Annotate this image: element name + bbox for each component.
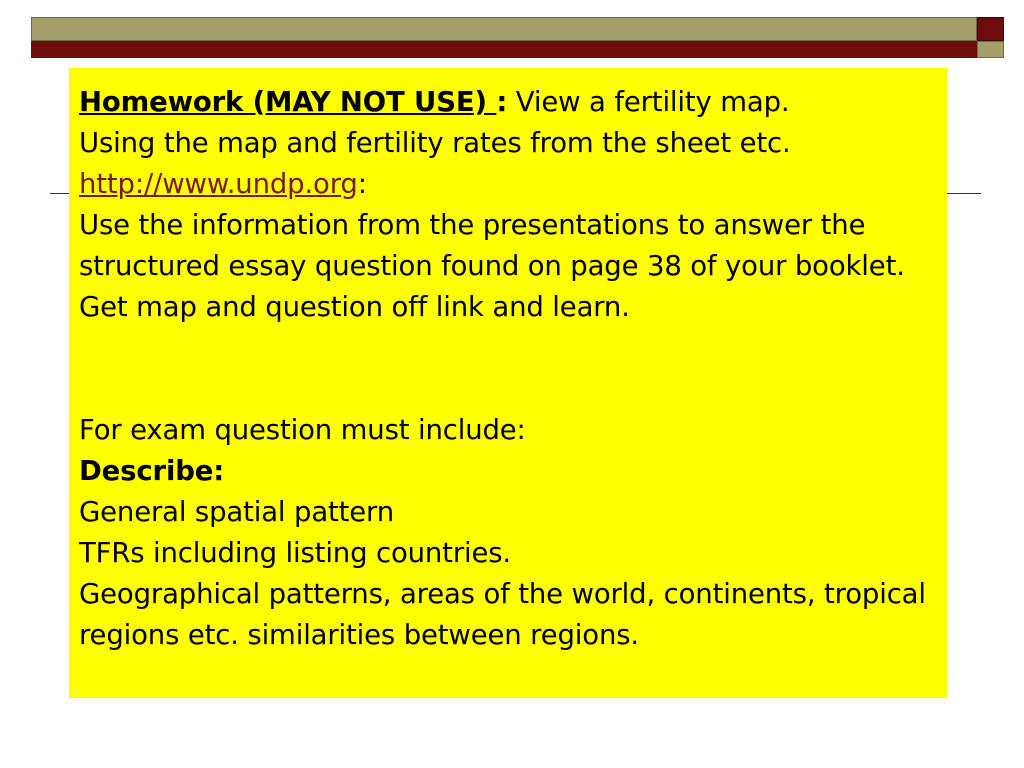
link-line xyxy=(79,164,937,205)
point-item: Geographical patterns, areas of the world, continents, tropical regions etc. similarities between regions. xyxy=(79,578,926,651)
homework-heading: Homework (MAY NOT USE) xyxy=(79,86,497,118)
link-suffix: : xyxy=(357,168,367,200)
divider-line-left xyxy=(50,193,70,194)
heading-separator: : xyxy=(496,86,508,118)
homework-content-box xyxy=(69,68,947,698)
banner-maroon-bar xyxy=(31,41,977,58)
exam-intro: For exam question must include: xyxy=(79,414,526,446)
map-instructions: Using the map and fertility rates from the sheet etc. xyxy=(79,127,791,159)
banner-olive-square xyxy=(977,41,1004,58)
describe-label: Describe: xyxy=(79,455,225,487)
instructions-paragraph: Use the information from the presentations to answer the structured essay question found on page 38 of your booklet. Get map and question off link and learn. xyxy=(79,209,905,323)
divider-line-right xyxy=(946,193,981,194)
undp-link[interactable]: http://www.undp.org xyxy=(79,168,358,200)
banner-olive-bar xyxy=(31,17,977,41)
homework-intro-line xyxy=(79,82,937,123)
point-item: General spatial pattern xyxy=(79,496,395,528)
point-item: TFRs including listing countries. xyxy=(79,537,512,569)
intro-text: View a fertility map. xyxy=(507,86,790,118)
spacer xyxy=(79,328,937,410)
banner-maroon-square xyxy=(977,17,1004,41)
